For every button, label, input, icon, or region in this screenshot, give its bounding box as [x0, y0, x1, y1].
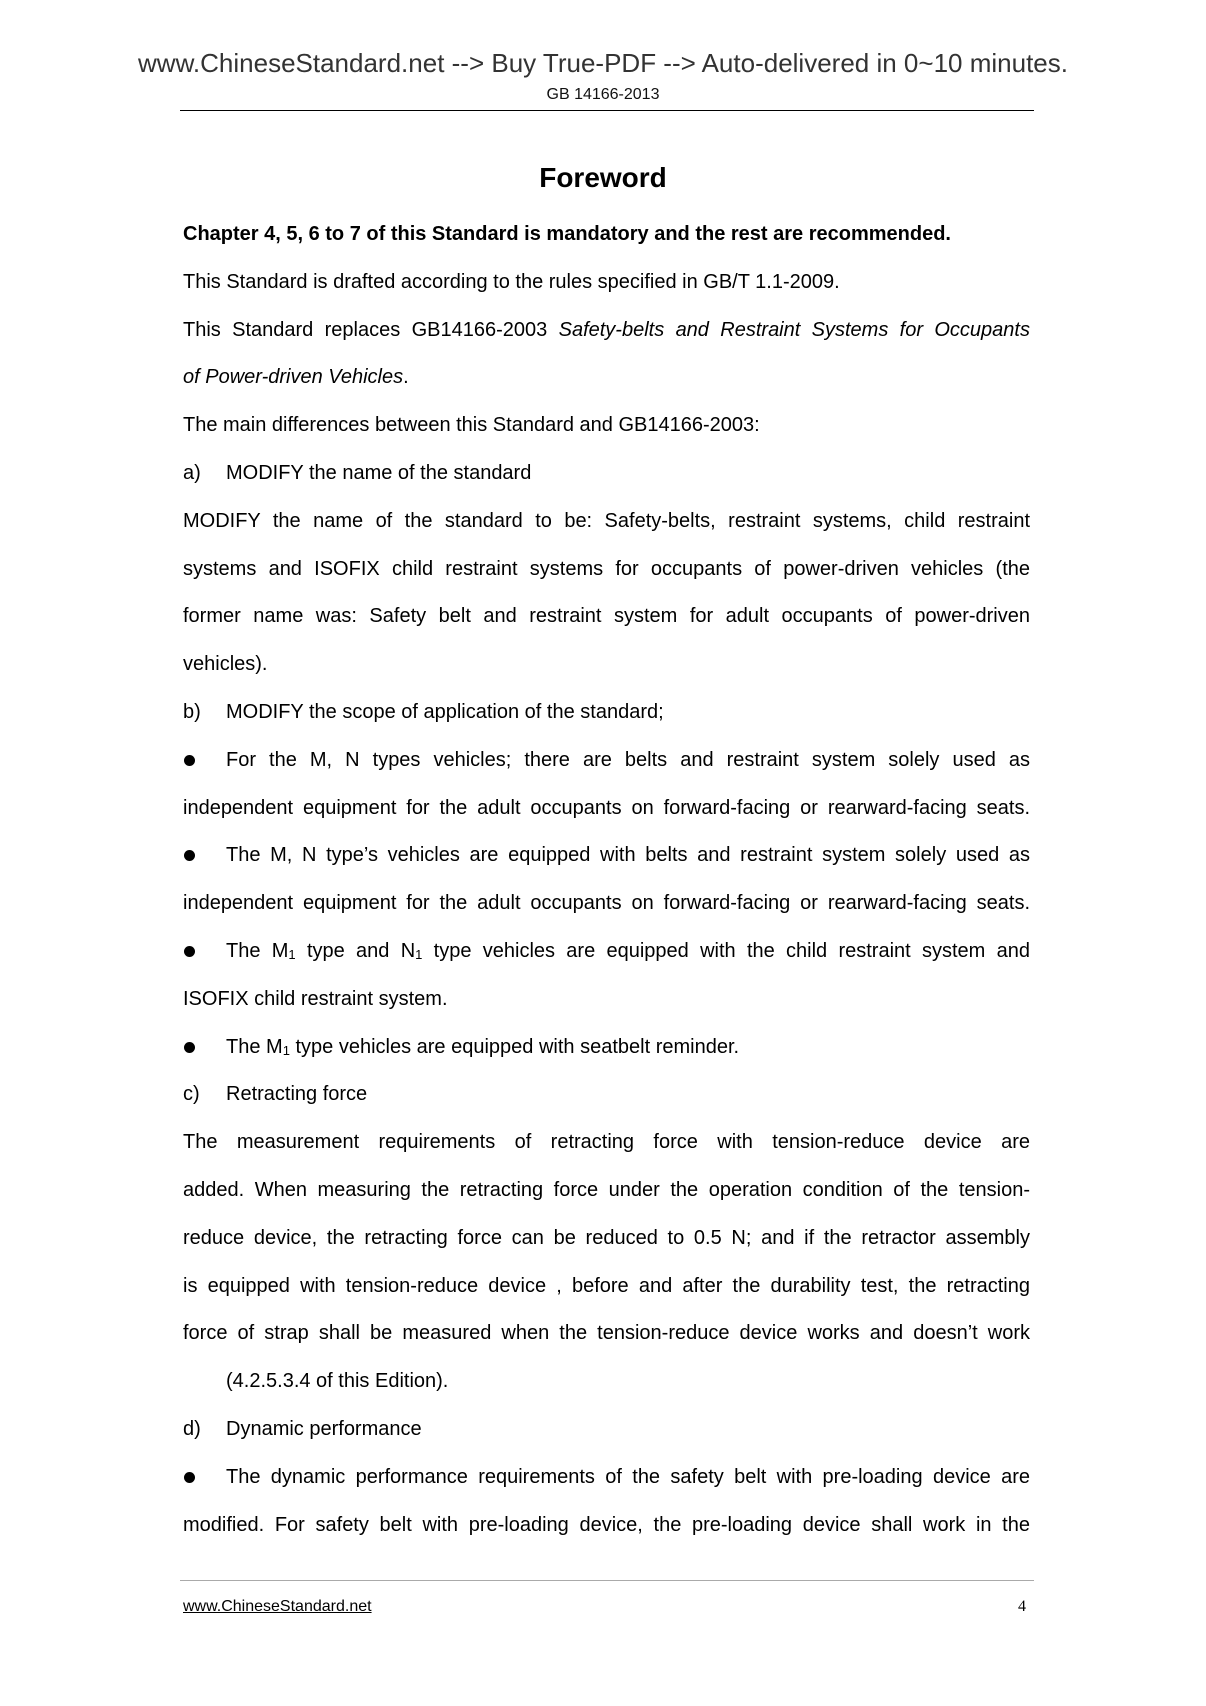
text-run: systems and ISOFIX child restraint systems for occupants of power-driven vehicles (the — [183, 557, 1030, 580]
bullet-icon — [184, 1472, 195, 1483]
text-line — [183, 222, 1030, 246]
standard-number: GB 14166-2013 — [546, 86, 660, 103]
text-run: The M, N type’s vehicles are equipped with belts and restraint system solely used as — [226, 844, 1030, 867]
text-line — [183, 604, 1030, 628]
text-run: Chapter 4, 5, 6 to 7 of this Standard is mandatory and the rest are recommended. — [183, 223, 951, 245]
text-run: (4.2.5.3.4 of this Edition). — [226, 1370, 449, 1393]
text-line — [183, 1274, 1030, 1298]
text-run: type vehicles are equipped with seatbelt reminder. — [289, 1035, 740, 1058]
text-run: independent equipment for the adult occupants on forward-facing or rearward-facing seats. — [183, 892, 1030, 915]
subscript: 1 — [288, 947, 296, 962]
text-line — [183, 1178, 1030, 1202]
text-line — [226, 1082, 1030, 1106]
subscript: 1 — [282, 1042, 290, 1058]
text-run: MODIFY the scope of application of the standard; — [226, 701, 664, 723]
text-line — [183, 509, 1030, 533]
bullet-icon — [184, 850, 195, 861]
text-line — [183, 987, 1030, 1011]
text-line — [226, 1369, 1030, 1393]
text-run: The dynamic performance requirements of the safety belt with pre-loading device are — [226, 1465, 1030, 1488]
text-run: The main differences between this Standard and GB14166-2003: — [183, 414, 760, 437]
text-run: is equipped with tension-reduce device , before and after the durability test, the retracting — [183, 1274, 1030, 1297]
text-run: independent equipment for the adult occupants on forward-facing or rearward-facing seats. — [183, 796, 1030, 819]
text-run: added. When measuring the retracting force under the operation condition of the tension- — [183, 1179, 1030, 1201]
list-label: b) — [183, 701, 201, 723]
text-line — [183, 891, 1030, 915]
text-line — [183, 796, 1030, 820]
list-label: d) — [183, 1418, 201, 1440]
text-run: ISOFIX child restraint system. — [183, 987, 448, 1010]
text-run: vehicles). — [183, 653, 268, 676]
text-run: For the M, N types vehicles; there are belts and restraint system solely used as — [226, 748, 1030, 771]
text-line — [183, 652, 1030, 676]
text-line — [183, 1513, 1030, 1537]
text-line — [226, 748, 1030, 772]
text-run: Safety-belts and Restraint Systems for Occupants — [558, 318, 1030, 341]
text-line — [226, 1417, 1030, 1441]
page-number: 4 — [1018, 1598, 1026, 1615]
page-title: Foreword — [539, 162, 667, 193]
bullet-icon — [184, 755, 195, 766]
text-line — [183, 1226, 1030, 1250]
text-run: Dynamic performance — [226, 1418, 422, 1440]
text-line — [226, 700, 1030, 724]
header-rule — [180, 110, 1034, 111]
text-line — [226, 843, 1030, 867]
text-line — [226, 461, 1030, 485]
text-line — [226, 1465, 1030, 1489]
text-run: of Power-driven Vehicles — [183, 366, 404, 389]
header-banner: www.ChineseStandard.net --> Buy True-PDF --> Auto-delivered in 0~10 minutes. — [138, 48, 1068, 78]
list-label: a) — [183, 462, 201, 484]
text-run: type and N — [295, 940, 416, 962]
list-label: c) — [183, 1083, 200, 1106]
text-run: reduce device, the retracting force can be reduced to 0.5 N; and if the retractor assembly — [183, 1226, 1030, 1249]
subscript: 1 — [415, 947, 423, 962]
text-line — [183, 318, 1030, 342]
text-line — [183, 1321, 1030, 1345]
text-run: force of strap shall be measured when the tension-reduce device works and doesn’t work — [183, 1322, 1030, 1345]
text-run: MODIFY the name of the standard — [226, 462, 532, 484]
text-line — [183, 365, 1030, 389]
text-line — [183, 413, 1030, 437]
text-run: Retracting force — [226, 1083, 368, 1106]
text-run: former name was: Safety belt and restraint system for adult occupants of power-driven — [183, 605, 1030, 628]
text-run: . — [403, 366, 409, 389]
text-run: This Standard replaces GB14166-2003 — [183, 318, 559, 341]
text-run: The M — [226, 1035, 283, 1058]
text-run: MODIFY the name of the standard to be: Safety-belts, restraint systems, child restraint — [183, 509, 1030, 532]
footer-link[interactable]: www.ChineseStandard.net — [183, 1598, 372, 1615]
text-run: The measurement requirements of retracting force with tension-reduce device are — [183, 1131, 1030, 1154]
text-line — [183, 557, 1030, 581]
text-run: This Standard is drafted according to the rules specified in GB/T 1.1-2009. — [183, 270, 840, 293]
bullet-icon — [184, 946, 195, 957]
text-line — [183, 270, 1030, 294]
text-line — [226, 1035, 1030, 1063]
footer-rule — [180, 1580, 1034, 1581]
text-run: The M — [226, 940, 289, 962]
text-line — [226, 939, 1030, 967]
text-run: type vehicles are equipped with the child restraint system and — [422, 940, 1030, 962]
text-line — [183, 1130, 1030, 1154]
bullet-icon — [184, 1042, 195, 1053]
text-run: modified. For safety belt with pre-loading device, the pre-loading device shall work in the — [183, 1513, 1030, 1536]
